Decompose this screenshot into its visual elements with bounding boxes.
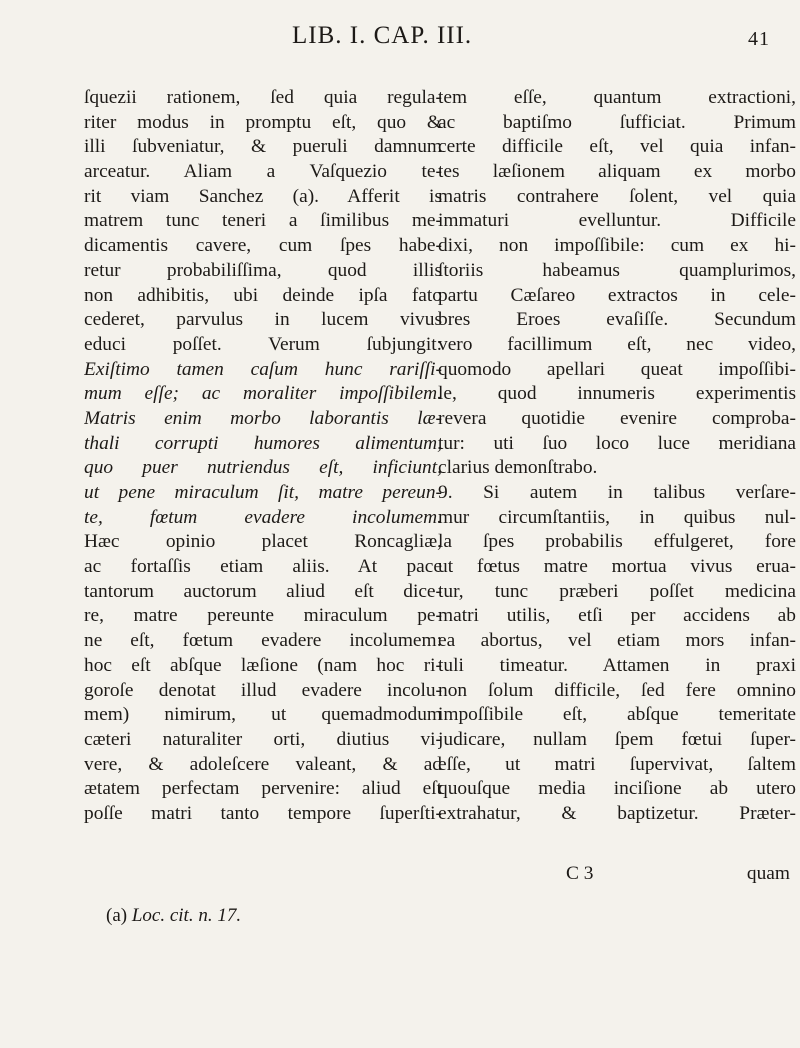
text-line: tur: uti ſuo loco luce meridiana (438, 432, 796, 454)
text-line: judicare, nullam ſpem fœtui ſuper- (438, 728, 796, 750)
footnote-marker: (a) (106, 905, 128, 926)
text-line: la ſpes probabilis effulgeret, fore (438, 531, 796, 553)
text-line: thali corrupti humores alimentum, (84, 432, 442, 454)
text-line: matris contrahere ſolent, vel quia (438, 185, 796, 207)
text-line: Hæc opinio placet Roncagliæ, (84, 531, 442, 553)
text-line: vere, & adoleſcere valeant, & ad (84, 753, 442, 775)
text-line: mem) nimirum, ut quemadmodum (84, 704, 442, 726)
text-line: rit viam Sanchez (a). Afferit is (84, 185, 442, 207)
text-line: tes læſionem aliquam ex morbo (438, 161, 796, 183)
page-foot-line (438, 863, 794, 889)
text-line: extrahatur, & baptizetur. Præter- (438, 802, 796, 824)
text-line: tuli timeatur. Attamen in praxi (438, 654, 796, 676)
text-line: arceatur. Aliam a Vaſquezio te- (84, 161, 442, 183)
text-line: matrem tunc teneri a ſimilibus me- (84, 210, 442, 232)
text-line: riter modus in promptu eſt, quo & (84, 111, 442, 133)
text-line: goroſe denotat illud evadere incolu- (84, 679, 442, 701)
text-line: non adhibitis, ubi deinde ipſa fato (84, 284, 442, 306)
text-line: quo puer nutriendus eſt, inficiunt, (84, 457, 442, 479)
page-number: 41 (748, 28, 770, 50)
text-line: ne eſt, fœtum evadere incolumem: (84, 630, 442, 652)
footnote (106, 905, 241, 927)
text-line: ut pene miraculum ſit, matre pereun- (84, 482, 442, 503)
text-line: dicamentis cavere, cum ſpes habe- (84, 235, 442, 257)
signature-mark: C 3 (566, 863, 594, 884)
text-line: quouſque media inciſione ab utero (438, 778, 796, 800)
text-line: impoſſibile eſt, abſque temeritate (438, 704, 796, 726)
text-line: ac fortaſſis etiam aliis. At pace (84, 556, 442, 578)
footnote-text: Loc. cit. n. 17. (131, 905, 242, 926)
text-line: ut fœtus matre mortua vivus erua- (438, 556, 796, 578)
left-text-column (84, 86, 442, 827)
text-line: cederet, parvulus in lucem vivus (84, 309, 442, 331)
text-line: dixi, non impoſſibile: cum ex hi- (438, 235, 796, 257)
text-line: hoc eſt abſque læſione (nam hoc ri- (84, 654, 442, 676)
text-line: eſſe, ut matri ſupervivat, ſaltem (438, 753, 796, 775)
text-line: ea abortus, vel etiam mors infan- (438, 630, 796, 652)
text-line: mum eſſe; ac moraliter impoſſibilem. (84, 383, 442, 405)
text-line: revera quotidie evenire comproba- (438, 407, 796, 429)
text-line: partu Cæſareo extractos in cele- (438, 284, 796, 306)
text-line: mur circumſtantiis, in quibus nul- (438, 506, 796, 528)
right-text-column (438, 86, 796, 827)
text-line: te, fœtum evadere incolumem. (84, 506, 442, 528)
text-line: le, quod innumeris experimentis (438, 383, 796, 405)
text-line: immaturi evelluntur. Difficile (438, 210, 796, 232)
catchword: quam (746, 863, 790, 884)
text-line: ætatem perfectam pervenire: aliud eſt (84, 778, 442, 800)
text-line: cæteri naturaliter orti, diutius vi- (84, 728, 442, 750)
text-line: ac baptiſmo ſufficiat. Primum (438, 111, 796, 133)
text-line: educi poſſet. Verum ſubjungit: (84, 333, 442, 355)
text-line: Exiſtimo tamen caſum hunc rariſſi- (84, 358, 442, 380)
text-line: certe difficile eſt, vel quia infan- (438, 136, 796, 158)
text-line: ſquezii rationem, ſed quia regula- (84, 87, 442, 108)
text-line: ſtoriis habeamus quamplurimos, (438, 259, 796, 281)
text-line: Matris enim morbo laborantis læ- (84, 407, 442, 429)
page-header (0, 18, 800, 58)
text-line: tantorum auctorum aliud eſt dice- (84, 580, 442, 602)
text-line: clarius demonſtrabo. (438, 457, 598, 479)
text-line: tem eſſe, quantum extractioni, (438, 87, 796, 108)
text-line: tur, tunc præberi poſſet medicina (438, 580, 796, 602)
running-title: LIB. I. CAP. III. (292, 22, 473, 49)
text-line: non ſolum difficile, ſed fere omnino (438, 679, 796, 701)
text-line: poſſe matri tanto tempore ſuperſti- (84, 802, 442, 824)
text-line: retur probabiliſſima, quod illis (84, 259, 442, 281)
text-line: matri utilis, etſi per accidens ab (438, 605, 796, 627)
text-line: 9. Si autem in talibus verſare- (438, 482, 796, 503)
text-line: re, matre pereunte miraculum pe- (84, 605, 442, 627)
text-line: vero facillimum eſt, nec video, (438, 333, 796, 355)
text-line: quomodo apellari queat impoſſibi- (438, 358, 796, 380)
text-line: illi ſubveniatur, & pueruli damnum (84, 136, 442, 158)
text-line: bres Eroes evaſiſſe. Secundum (438, 309, 796, 331)
